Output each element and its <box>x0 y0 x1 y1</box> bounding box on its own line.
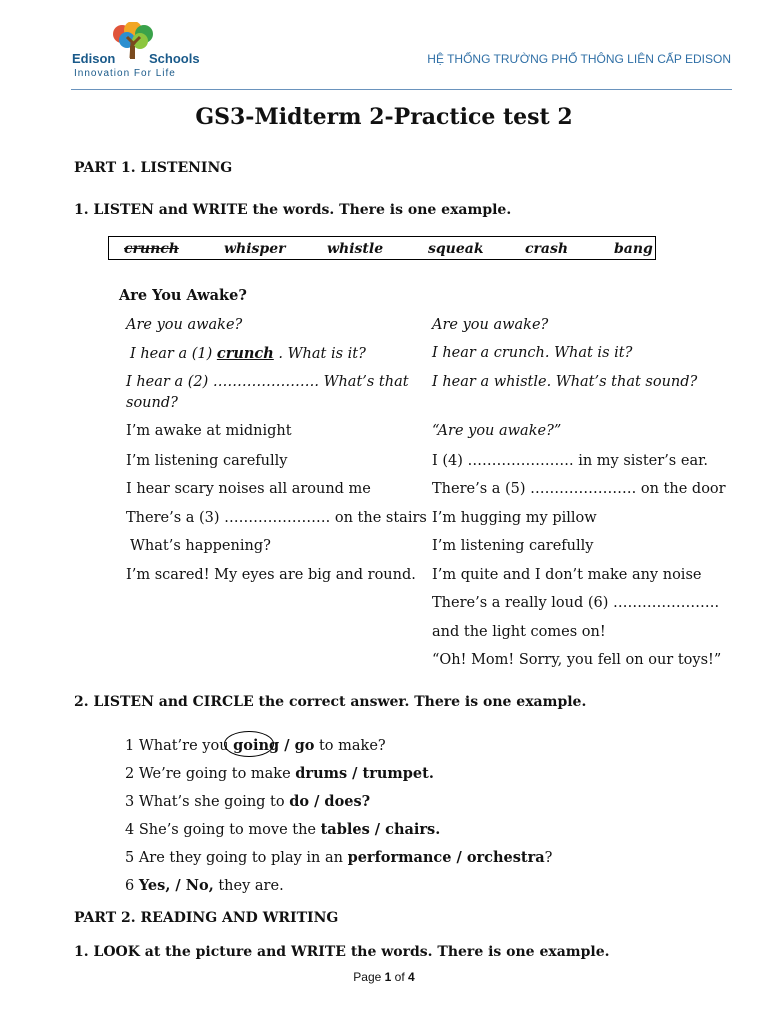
poem-line: I’m scared! My eyes are big and round. <box>126 567 416 583</box>
page-number: Page 1 of 4 <box>353 970 415 984</box>
poem-line: I hear a whistle. What’s that sound? <box>432 374 698 390</box>
question-item: 2 We’re going to make drums / trumpet. <box>125 765 434 782</box>
poem-line: I’m quite and I don’t make any noise <box>432 567 702 583</box>
word-bank-item: squeak <box>428 241 484 257</box>
poem-line: I’m awake at midnight <box>126 423 292 439</box>
word-bank-item-example: crunch <box>124 241 179 257</box>
poem-line: There’s a really loud (6) …………………. <box>432 595 720 611</box>
poem-line: I’m listening carefully <box>126 453 288 469</box>
poem-line: I hear a crunch. What is it? <box>432 345 633 361</box>
question-item: 4 She’s going to move the tables / chairs. <box>125 821 441 838</box>
poem-line: There’s a (3) …………………. on the stairs <box>126 510 427 526</box>
word-bank-item: whisper <box>224 241 286 257</box>
question-item: 3 What’s she going to do / does? <box>125 793 371 810</box>
poem-line: Are you awake? <box>432 317 549 333</box>
word-bank-item: crash <box>525 241 569 257</box>
poem-line: What’s happening? <box>130 538 271 554</box>
logo-tagline: Innovation For Life <box>74 68 176 79</box>
poem-line: “Are you awake?” <box>432 423 562 439</box>
poem-line: I hear a (2) …………………. What’s that <box>126 374 409 390</box>
word-bank-item: bang <box>614 241 653 257</box>
poem-line: I’m listening carefully <box>432 538 594 554</box>
example-answer: crunch <box>216 345 274 362</box>
part1-q1-instruction: 1. LISTEN and WRITE the words. There is one example. <box>74 202 512 218</box>
poem-line: I hear a (1) crunch . What is it? <box>130 345 366 362</box>
question-item: 1 What’re you going / go to make? <box>125 737 386 754</box>
part1-q2-instruction: 2. LISTEN and CIRCLE the correct answer. There is one example. <box>74 694 587 710</box>
part2-q1-instruction: 1. LOOK at the picture and WRITE the words. There is one example. <box>74 944 610 960</box>
word-bank-item: whistle <box>327 241 384 257</box>
logo-text-schools: Schools <box>149 51 200 66</box>
header-divider <box>71 89 732 90</box>
poem-line: I’m hugging my pillow <box>432 510 597 526</box>
poem-line: and the light comes on! <box>432 624 606 640</box>
poem-line: I hear scary noises all around me <box>126 481 371 497</box>
question-item: 6 Yes, / No, they are. <box>125 877 284 894</box>
school-name: HỆ THỐNG TRƯỜNG PHỔ THÔNG LIÊN CẤP EDISON <box>427 52 731 66</box>
logo-text-edison: Edison <box>72 51 116 66</box>
poem-line: There’s a (5) …………………. on the door <box>432 481 726 497</box>
poem-line: I (4) …………………. in my sister’s ear. <box>432 453 709 469</box>
poem-line: sound? <box>126 395 178 411</box>
poem-title: Are You Awake? <box>119 287 247 304</box>
page-title: GS3-Midterm 2-Practice test 2 <box>195 104 573 130</box>
part2-heading: PART 2. READING AND WRITING <box>74 910 339 926</box>
part1-heading: PART 1. LISTENING <box>74 160 233 176</box>
example-answer-circle <box>224 731 274 757</box>
poem-line: “Oh! Mom! Sorry, you fell on our toys!” <box>432 652 722 668</box>
question-item: 5 Are they going to play in an performance / orchestra? <box>125 849 553 866</box>
poem-line: Are you awake? <box>126 317 243 333</box>
